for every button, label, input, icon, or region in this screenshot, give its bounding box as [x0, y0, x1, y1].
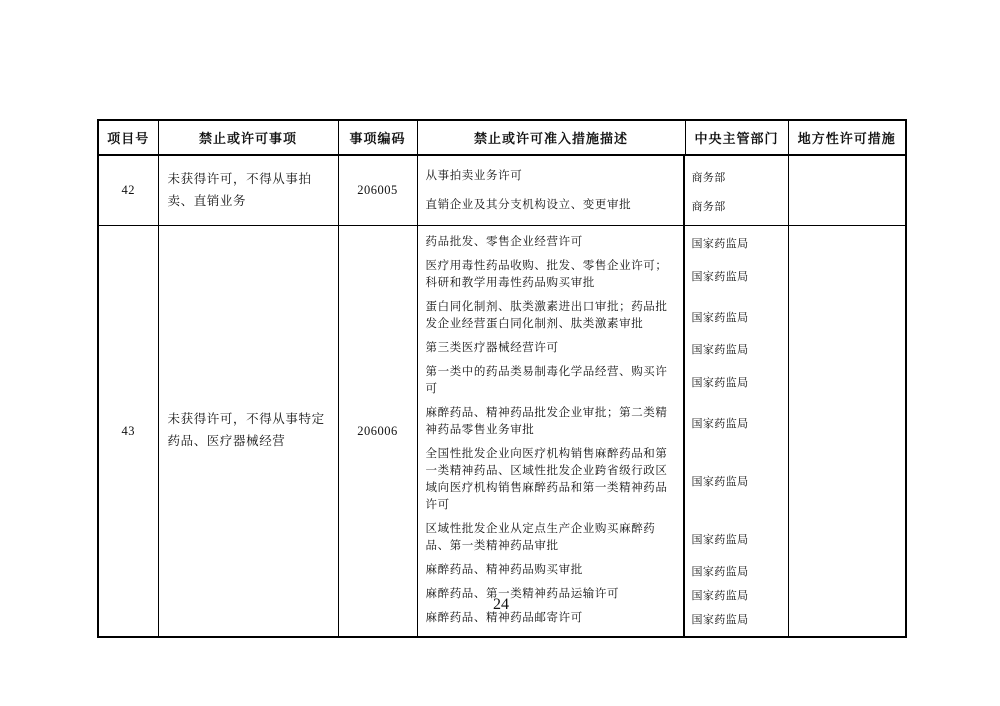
column-header-central-department: 中央主管部门	[685, 120, 788, 155]
local-measures-cell	[788, 155, 906, 226]
measure-description: 蛋白同化制剂、肽类激素进出口审批；药品批发企业经营蛋白同化制剂、肽类激素审批	[425, 301, 668, 330]
column-header-measure-description: 禁止或许可准入措施描述	[417, 120, 685, 155]
item-code-cell: 206005	[338, 155, 417, 226]
column-header-item-number: 项目号	[98, 120, 158, 155]
measure-row	[418, 402, 788, 443]
central-department-value: 国家药监局	[691, 238, 749, 250]
measure-row	[418, 255, 788, 296]
column-divider	[683, 156, 684, 225]
central-department-value: 商务部	[691, 200, 726, 213]
measures-cell	[417, 155, 788, 226]
measure-row	[418, 559, 788, 583]
measure-description: 麻醉药品、精神药品购买审批	[425, 564, 583, 576]
measure-row	[418, 443, 788, 518]
central-department-value: 国家药监局	[691, 417, 749, 430]
table-row	[98, 226, 906, 638]
measure-row	[418, 361, 788, 402]
measures-list	[418, 156, 788, 225]
measure-row	[418, 296, 788, 337]
column-header-local-permit-measure: 地方性许可措施	[788, 120, 906, 155]
item-name-cell: 未获得许可，不得从事拍卖、直销业务	[158, 155, 338, 226]
measure-description: 麻醉药品、精神药品邮寄许可	[425, 612, 583, 624]
central-department-value: 国家药监局	[691, 270, 749, 283]
header-row	[98, 120, 906, 155]
item-number-cell: 43	[98, 226, 158, 638]
page-number: 24	[493, 596, 509, 613]
central-department-value: 商务部	[691, 171, 726, 184]
measure-row	[418, 518, 788, 559]
column-header-prohibit-permit-item: 禁止或许可事项	[158, 120, 338, 155]
central-department-value: 国家药监局	[691, 533, 749, 546]
measure-description: 直销企业及其分支机构设立、变更审批	[425, 199, 632, 211]
central-department-value: 国家药监局	[691, 614, 749, 626]
local-measures-cell	[788, 226, 906, 638]
measure-description: 麻醉药品、精神药品批发企业审批；第二类精神药品零售业务审批	[425, 407, 668, 436]
central-department-value: 国家药监局	[691, 590, 749, 602]
measure-description: 麻醉药品、第一类精神药品运输许可	[425, 588, 620, 600]
measure-description: 第一类中的药品类易制毒化学品经营、购买许可	[425, 366, 668, 395]
item-number-cell: 42	[98, 155, 158, 226]
item-code-cell: 206006	[338, 226, 417, 638]
measure-row	[418, 231, 788, 255]
permit-table	[97, 119, 907, 638]
measure-description: 第三类医疗器械经营许可	[425, 342, 559, 354]
measure-description: 医疗用毒性药品收购、批发、零售企业许可；科研和教学用毒性药品购买审批	[425, 260, 668, 289]
measure-description: 从事拍卖业务许可	[425, 170, 523, 182]
item-name-cell: 未获得许可，不得从事特定药品、医疗器械经营	[158, 226, 338, 638]
central-department-value: 国家药监局	[691, 344, 749, 356]
central-department-value: 国家药监局	[691, 475, 749, 488]
measures-list	[418, 226, 788, 636]
central-department-value: 国家药监局	[691, 566, 749, 578]
measure-description: 区域性批发企业从定点生产企业购买麻醉药品、第一类精神药品审批	[425, 523, 656, 552]
measure-row	[418, 191, 788, 220]
measures-cell	[417, 226, 788, 638]
central-department-value: 国家药监局	[691, 376, 749, 389]
measure-row	[418, 337, 788, 361]
column-header-item-code: 事项编码	[338, 120, 417, 155]
column-divider	[683, 226, 684, 636]
central-department-value: 国家药监局	[691, 311, 749, 324]
table-row	[98, 155, 906, 226]
measure-description: 全国性批发企业向医疗机构销售麻醉药品和第一类精神药品、区域性批发企业跨省级行政区域向医疗机构销售麻醉药品和第一类精神药品许可	[425, 448, 668, 511]
measure-description: 药品批发、零售企业经营许可	[425, 236, 583, 248]
measure-row	[418, 162, 788, 191]
